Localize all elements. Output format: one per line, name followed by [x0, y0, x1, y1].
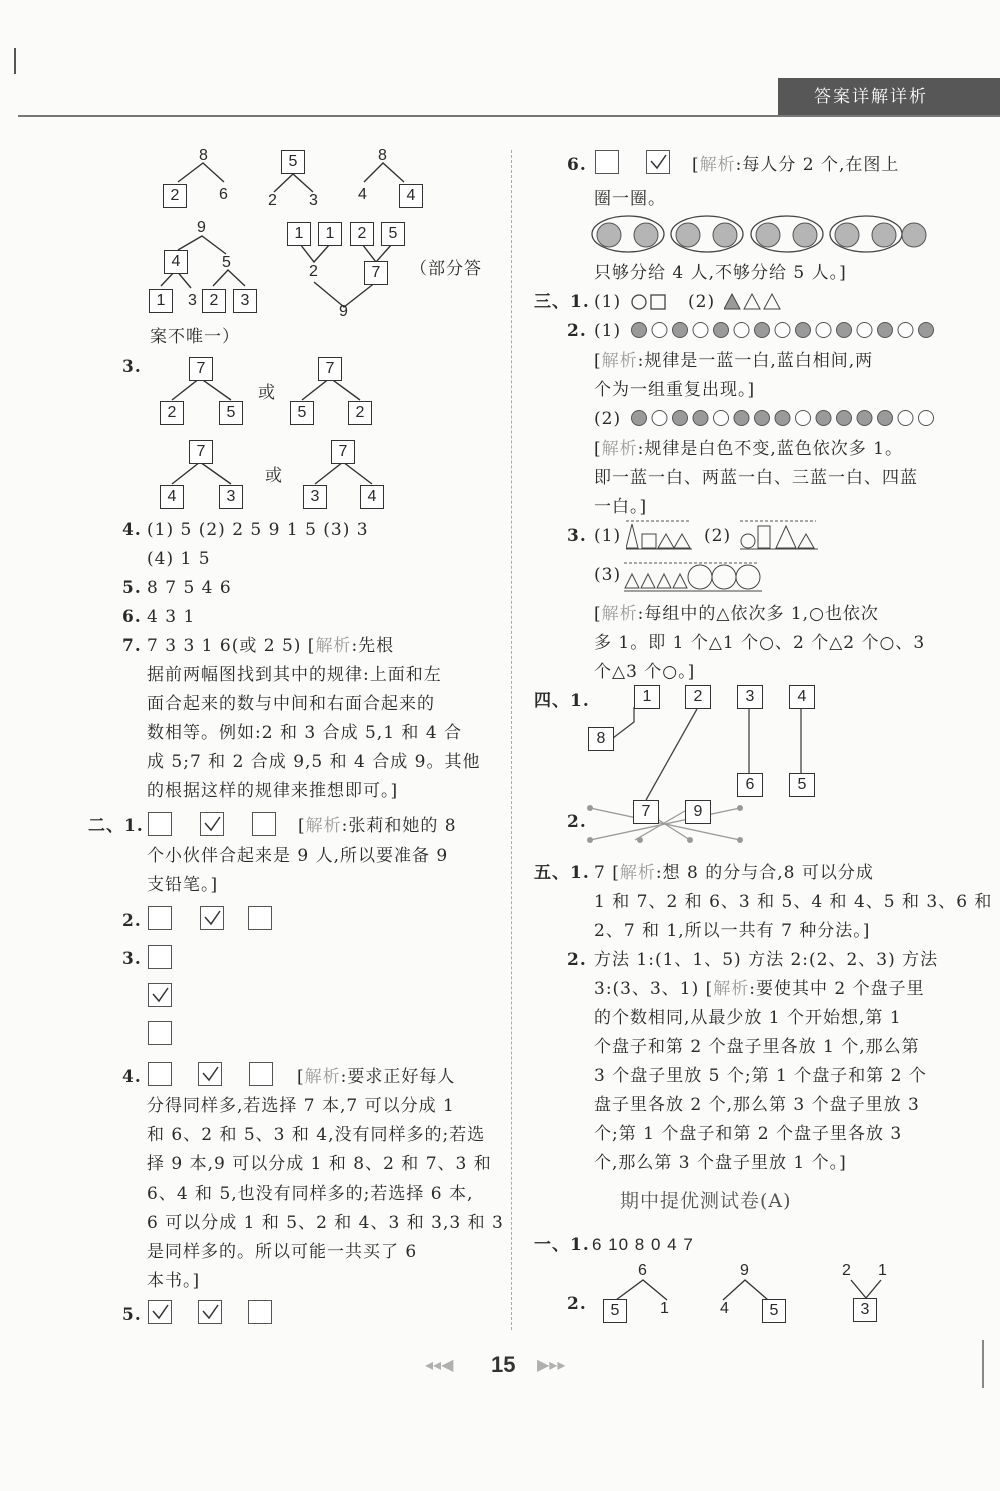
exam-t2-top: 9 — [740, 1262, 749, 1279]
s5q2-number: 2. — [567, 950, 587, 970]
q3-t1-top: 7 — [189, 357, 213, 381]
s2q4-line5: 6、4 和 5,也没有同样多的;若选择 6 本, — [147, 1184, 474, 1204]
partial-answer-note-2: 案不唯一） — [150, 327, 240, 347]
tree3-left: 4 — [358, 186, 367, 203]
s2q1-line2: 个小伙伴合起来是 9 人,所以要准备 9 — [147, 846, 449, 866]
r-q6-bracket: [ — [692, 155, 700, 175]
s4-top-3: 3 — [737, 685, 763, 709]
s3q2-note2-line3: 一白。] — [594, 497, 648, 517]
s2q4-line3: 和 6、2 和 5、3 和 4,没有同样多的;若选 — [147, 1125, 486, 1145]
q3-t3-left: 4 — [160, 485, 184, 509]
tree4-b4-box: 3 — [233, 289, 257, 313]
s4q2-number: 2. — [567, 812, 587, 832]
s3q2-note2-text: :规律是白色不变,蓝色依次多 1。 — [637, 439, 903, 459]
s2q4-line2: 分得同样多,若选择 7 本,7 可以分成 1 — [147, 1096, 455, 1116]
header-title: 答案详解详析 — [778, 78, 1000, 116]
s2q4-analysis-tag: 解析 — [304, 1067, 341, 1087]
q5-text: 8 7 5 4 6 — [147, 578, 232, 598]
q3-t1-right: 5 — [219, 401, 243, 425]
tree3-top: 8 — [378, 147, 387, 164]
s2q4-analysis-start: :要求正好每人 — [340, 1067, 456, 1087]
s3q2-note1-text: :规律是一蓝一白,蓝白相间,两 — [637, 351, 874, 371]
exam-t1-left: 5 — [603, 1299, 627, 1323]
s2q4-number: 4. — [122, 1067, 142, 1087]
or-word-1: 或 — [258, 383, 276, 403]
s3q3-p2: (2) — [704, 526, 732, 546]
s3q3-note-bracket: [ — [594, 604, 602, 624]
exam-t1-right: 1 — [660, 1300, 669, 1317]
s3q3-p3: (3) — [594, 565, 622, 585]
s5q2-line4: 个盘子和第 2 个盘子里各放 1 个,那么第 — [594, 1037, 920, 1057]
exam-q1-text: 6 10 8 0 4 7 — [592, 1235, 694, 1254]
tree2-right: 3 — [309, 192, 318, 209]
s3q2-note1-bracket: [ — [594, 351, 602, 371]
s4-top-4: 4 — [789, 685, 815, 709]
q7-analysis-start: :先根 — [351, 636, 395, 656]
s3q2-number: 2. — [567, 321, 587, 341]
q7-analysis-tag: 解析 — [315, 636, 352, 656]
s5q2-line3: 的个数相同,从最少放 1 个开始想,第 1 — [594, 1008, 902, 1028]
section5-label: 五、1. — [534, 863, 590, 883]
r-q6-line2: 圈一圈。 — [594, 189, 666, 209]
s4-left-8: 8 — [588, 727, 614, 751]
or-word-2: 或 — [265, 466, 283, 486]
q4-line1: (1) 5 (2) 2 5 9 1 5 (3) 3 — [147, 520, 369, 540]
q4-number: 4. — [122, 520, 142, 540]
r-q6-number: 6. — [567, 155, 587, 175]
s3q2-note1-tag: 解析 — [601, 351, 638, 371]
s4-bottom-3: 6 — [737, 773, 763, 797]
s5q1-answer: 7 [ — [594, 863, 620, 883]
exam-t1-top: 6 — [638, 1262, 647, 1279]
s2q4-bracket: [ — [297, 1067, 305, 1087]
q6-text: 4 3 1 — [147, 607, 196, 627]
q6-number: 6. — [122, 607, 142, 627]
q3-t1-left: 2 — [160, 401, 184, 425]
s4-top-1: 1 — [634, 685, 660, 709]
r-q6-line3: 只够分给 4 人,不够分给 5 人。] — [594, 263, 847, 283]
tree4-mid-right: 5 — [222, 254, 231, 271]
tree1-left-box: 2 — [163, 184, 187, 208]
s3q2-note1-line2: 个为一组重复出现。] — [594, 380, 756, 400]
tree5-b-box: 1 — [318, 222, 342, 246]
r-q6-analysis-tag: 解析 — [699, 155, 736, 175]
tree4-mid-left-box: 4 — [164, 250, 188, 274]
exam-s1-label: 一、1. — [534, 1235, 590, 1255]
q3-t2-right: 2 — [348, 401, 372, 425]
exam-t2-right: 5 — [762, 1299, 786, 1323]
tree4-b1-box: 1 — [149, 289, 173, 313]
s4-bottom-1: 7 — [633, 800, 659, 824]
q7-line5: 成 5;7 和 2 合成 9,5 和 4 合成 9。其他 — [147, 752, 481, 772]
s4-top-2: 2 — [685, 685, 711, 709]
s5q1-analysis-start: :想 8 的分与合,8 可以分成 — [655, 863, 874, 883]
s3q2-note2-tag: 解析 — [601, 439, 638, 459]
q3-t3-right: 3 — [219, 485, 243, 509]
s5q2-line8: 个,那么第 3 个盘子里放 1 个。] — [594, 1153, 847, 1173]
s3q3-note-line2: 多 1。即 1 个△1 个○、2 个△2 个○、3 — [594, 633, 926, 653]
tree2-left: 2 — [268, 192, 277, 209]
tree4-top: 9 — [197, 219, 206, 236]
exam-t3-bottom: 3 — [853, 1298, 877, 1322]
s5q2-analysis-tag: 解析 — [713, 979, 750, 999]
q7-line2: 据前两幅图找到其中的规律:上面和左 — [147, 665, 442, 685]
next-arrows-icon: ▶▸▸ — [537, 1357, 566, 1374]
s5q1-line2: 1 和 7、2 和 6、3 和 5、4 和 4、5 和 3、6 和 — [594, 892, 993, 912]
tree5-c-box: 2 — [350, 222, 374, 246]
s2q3-number: 3. — [122, 949, 142, 969]
s2q4-line8: 本书。] — [147, 1271, 201, 1291]
page-number: 15 — [491, 1352, 516, 1377]
s3q3-note-tag: 解析 — [601, 604, 638, 624]
q7-line3: 面合起来的数与中间和右面合起来的 — [147, 694, 435, 714]
s3q3-note-line3: 个△3 个○。] — [594, 662, 696, 682]
q3-t4-left: 3 — [303, 485, 327, 509]
s2q4-line6: 6 可以分成 1 和 5、2 和 4、3 和 3,3 和 3 — [147, 1213, 504, 1233]
tree4-b2: 3 — [188, 292, 197, 309]
s5q1-analysis-tag: 解析 — [619, 863, 656, 883]
bottom-right-mark — [982, 1340, 984, 1388]
q3-number: 3. — [122, 357, 142, 377]
s5q2-line6: 盘子里各放 2 个,那么第 3 个盘子里放 3 — [594, 1095, 920, 1115]
q7-answer: 7 3 3 1 6(或 2 5) [ — [147, 636, 316, 656]
tree1-top: 8 — [199, 147, 208, 164]
s3q3-p1: (1) — [594, 526, 622, 546]
s5q2-analysis-start: :要使其中 2 个盘子里 — [749, 979, 925, 999]
q4-line2: (4) 1 5 — [147, 549, 211, 569]
s2q1-analysis-start: :张莉和她的 8 — [341, 816, 457, 836]
s4-bottom-4: 5 — [789, 773, 815, 797]
s3q2-p1: (1) — [594, 321, 622, 341]
q5-number: 5. — [122, 578, 142, 598]
tree5-mid-left: 2 — [309, 263, 318, 280]
q7-line4: 数相等。例如:2 和 3 合成 5,1 和 4 合 — [147, 723, 463, 743]
tree5-mid-right-box: 7 — [364, 261, 388, 285]
s4-bottom-2: 9 — [685, 800, 711, 824]
s3q2-note2-line2: 即一蓝一白、两蓝一白、三蓝一白、四蓝 — [594, 468, 918, 488]
s2q1-bracket: [ — [298, 816, 306, 836]
s5q2-line7: 个;第 1 个盘子和第 2 个盘子里各放 3 — [594, 1124, 903, 1144]
partial-answer-note: （部分答 — [410, 259, 482, 279]
q3-t4-top: 7 — [331, 440, 355, 464]
prev-arrows-icon: ◂◂◀ — [425, 1357, 454, 1374]
tree2-top-box: 5 — [281, 150, 305, 174]
page-nav — [425, 1352, 585, 1382]
q3-t2-left: 5 — [290, 401, 314, 425]
tree5-a-box: 1 — [287, 222, 311, 246]
exam-t3-right: 1 — [878, 1262, 887, 1279]
q3-t3-top: 7 — [189, 440, 213, 464]
exam-title: 期中提优测试卷(A) — [620, 1190, 792, 1212]
s2q2-number: 2. — [122, 911, 142, 931]
tree3-right-box: 4 — [399, 184, 423, 208]
r-q6-analysis-start: :每人分 2 个,在图上 — [735, 155, 900, 175]
tree4-b3-box: 2 — [202, 289, 226, 313]
q7-line6: 的根据这样的规律来推想即可。] — [147, 781, 399, 801]
tree5-d-box: 5 — [381, 222, 405, 246]
s2q4-line7: 是同样多的。所以可能一共买了 6 — [147, 1242, 418, 1262]
s2q1-line3: 支铅笔。] — [147, 875, 219, 895]
exam-t2-left: 4 — [720, 1300, 729, 1317]
tree5-bottom: 9 — [339, 303, 348, 320]
s2q5-number: 5. — [122, 1305, 142, 1325]
s2q1-analysis-tag: 解析 — [305, 816, 342, 836]
s5q2-line1: 方法 1:(1、1、5) 方法 2:(2、2、3) 方法 — [594, 950, 939, 970]
s5q2-line5: 3 个盘子里放 5 个;第 1 个盘子和第 2 个 — [594, 1066, 927, 1086]
section3-label: 三、1. — [534, 292, 590, 312]
section2-label: 二、1. — [88, 816, 144, 836]
exam-q2-number: 2. — [567, 1294, 587, 1314]
s3q2-note2-bracket: [ — [594, 439, 602, 459]
tree1-right: 6 — [219, 186, 228, 203]
s3q3-note-text: :每组中的△依次多 1,○也依次 — [637, 604, 879, 624]
section4-label: 四、1. — [534, 691, 590, 711]
s5q2-method3: 3:(3、3、1) [ — [594, 979, 714, 999]
exam-t3-left: 2 — [842, 1262, 851, 1279]
s2q4-line4: 择 9 本,9 可以分成 1 和 8、2 和 7、3 和 — [147, 1154, 492, 1174]
s3q3-number: 3. — [567, 526, 587, 546]
s3q2-p2: (2) — [594, 409, 622, 429]
q7-number: 7. — [122, 636, 142, 656]
s3q1-p2: (2) — [688, 292, 716, 312]
q3-t2-top: 7 — [318, 357, 342, 381]
q3-t4-right: 4 — [360, 485, 384, 509]
s5q1-line3: 2、7 和 1,所以一共有 7 种分法。] — [594, 921, 871, 941]
s3q1-p1: (1) — [594, 292, 622, 312]
